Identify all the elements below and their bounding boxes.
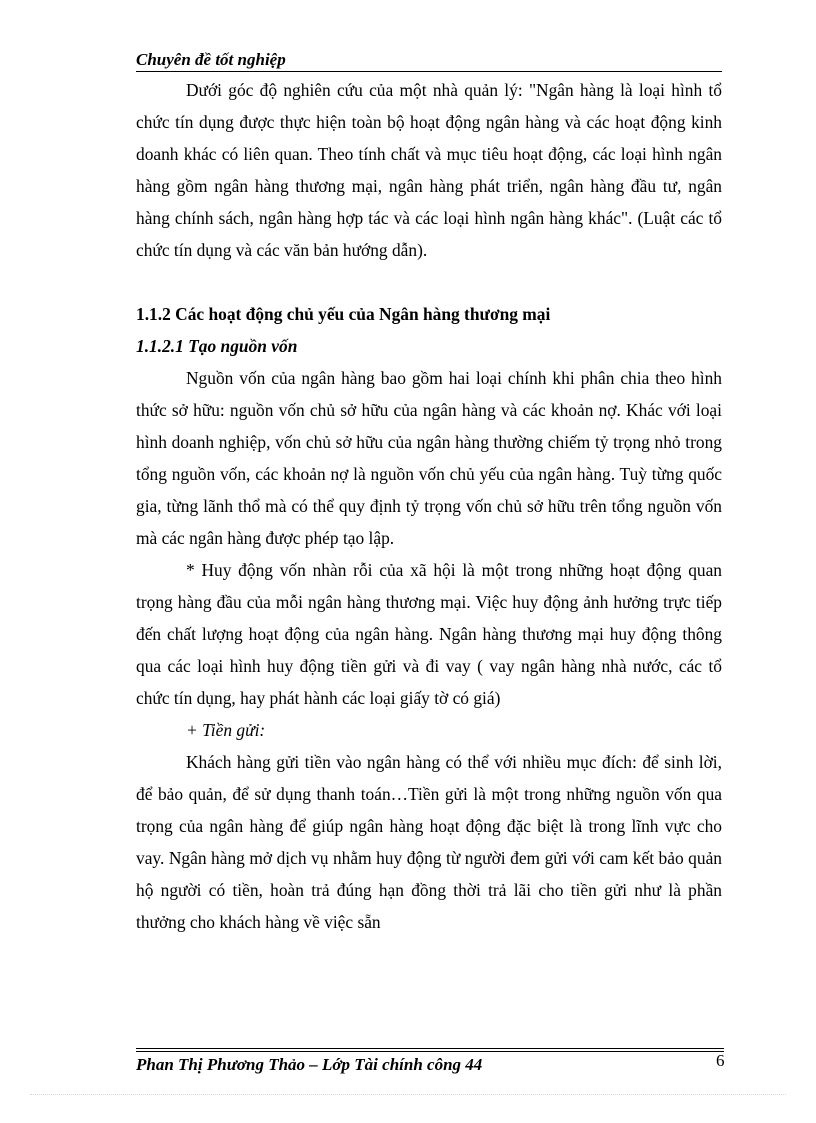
header-rule xyxy=(136,71,722,72)
page-number: 6 xyxy=(716,1051,725,1070)
footer-author: Phan Thị Phương Thảo – Lớp Tài chính công 44 xyxy=(136,1055,483,1074)
subsection-heading-1-1-2-1: 1.1.2.1 Tạo nguồn vốn xyxy=(136,336,298,356)
section-heading-1-1-2: 1.1.2 Các hoạt động chủ yếu của Ngân hàng thương mại xyxy=(136,304,551,324)
page-body xyxy=(136,74,722,938)
subheading-deposits: + Tiền gửi: xyxy=(186,720,266,740)
paragraph-gap xyxy=(136,266,722,298)
running-header-title: Chuyên đề tốt nghiệp xyxy=(136,50,286,69)
footer-rule-top xyxy=(136,1048,724,1049)
paragraph-capital-sources: Nguồn vốn của ngân hàng bao gồm hai loại chính khi phân chia theo hình thức sở hữu: nguồn vốn chủ sở hữu của ngân hàng và các khoản nợ. Khác với loại hình doanh nghiệp, vốn chủ sở hữu của ngân hàng thường chiếm tỷ trọng nhỏ trong tổng nguồn vốn, các khoản nợ là nguồn vốn chủ yếu của ngân hàng. Tuỳ từng quốc gia, từng lãnh thổ mà có thể quy định tỷ trọng vốn chủ sở hữu trên tổng nguồn vốn mà các ngân hàng được phép tạo lập. xyxy=(136,368,722,548)
paragraph-deposits: Khách hàng gửi tiền vào ngân hàng có thể với nhiều mục đích: để sinh lời, để bảo quản, để sử dụng thanh toán…Tiền gửi là một trong những nguồn vốn qua trọng của ngân hàng để giúp ngân hàng hoạt động đặc biệt là trong lĩnh vực cho vay. Ngân hàng mở dịch vụ nhằm huy động từ người đem gửi với cam kết bảo quản hộ người có tiền, hoàn trả đúng hạn đồng thời trả lãi cho tiền gửi như là phần thưởng cho khách hàng về việc sẵn xyxy=(136,752,722,932)
page-edge-dotted-line xyxy=(30,1094,786,1095)
footer-rule-bottom xyxy=(136,1051,724,1052)
paragraph-bank-definition: Dưới góc độ nghiên cứu của một nhà quản lý: "Ngân hàng là loại hình tổ chức tín dụng được thực hiện toàn bộ hoạt động ngân hàng và các hoạt động kinh doanh khác có liên quan. Theo tính chất và mục tiêu hoạt động, các loại hình ngân hàng gồm ngân hàng thương mại, ngân hàng phát triển, ngân hàng đầu tư, ngân hàng chính sách, ngân hàng hợp tác và các loại hình ngân hàng khác". (Luật các tổ chức tín dụng và các văn bản hướng dẫn). xyxy=(136,80,722,260)
paragraph-capital-mobilization: * Huy động vốn nhàn rỗi của xã hội là một trong những hoạt động quan trọng hàng đầu của mỗi ngân hàng thương mại. Việc huy động ảnh hưởng trực tiếp đến chất lượng hoạt động của ngân hàng. Ngân hàng thương mại huy động thông qua các loại hình huy động tiền gửi và đi vay ( vay ngân hàng nhà nước, các tổ chức tín dụng, hay phát hành các loại giấy tờ có giá) xyxy=(136,560,722,708)
